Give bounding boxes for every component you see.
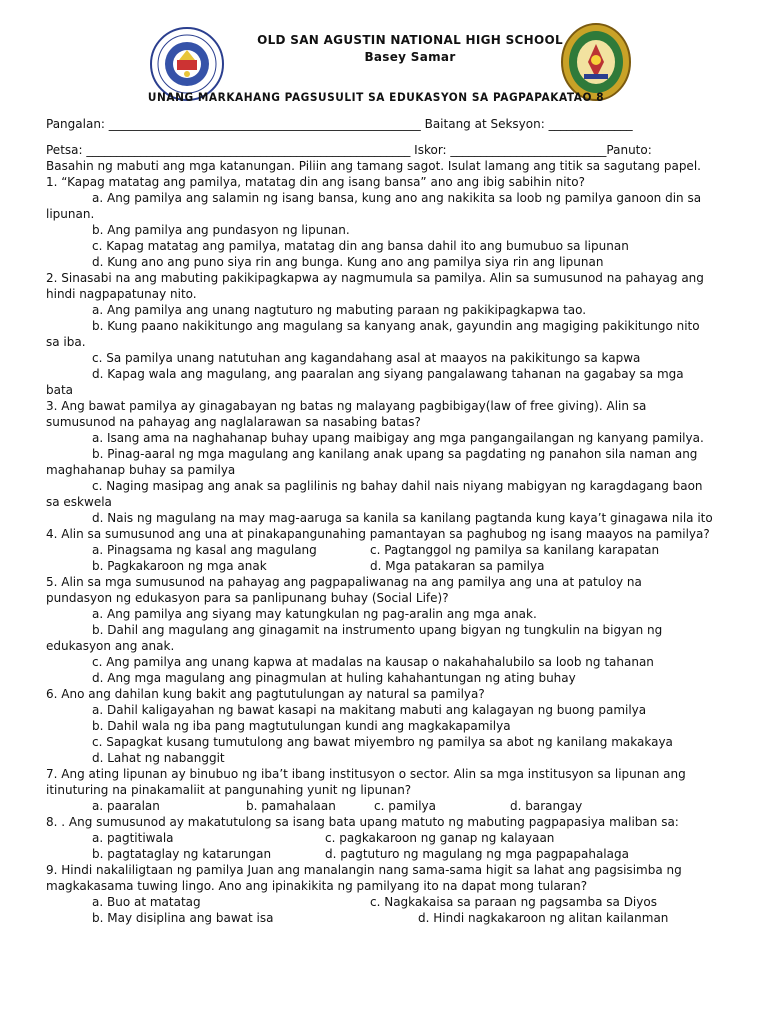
choice-3c-cont: sa eskwela [46,495,112,509]
choice-5b-cont: edukasyon ang anak. [46,639,175,653]
choice-4d: d. Mga patakaran sa pamilya [370,559,545,573]
choice-1c: c. Kapag matatag ang pamilya, matatag din ang bansa dahil ito ang bumubuo sa lipunan [92,239,629,253]
choice-1a: a. Ang pamilya ang salamin ng isang bansa, kung ano ang nakikita sa loob ng pamilya ganoon din sa [92,191,702,205]
choice-2d-cont: bata [46,383,74,397]
choice-8c: c. pagkakaroon ng ganap ng kalayaan [325,831,555,845]
choice-2b-cont: sa iba. [46,335,86,349]
choice-3b-cont: maghahanap buhay sa pamilya [46,463,236,477]
question-3: 3. Ang bawat pamilya ay ginagabayan ng batas ng malayang pagbibigay(law of free giving). Alin sa [46,399,647,413]
school-name: OLD SAN AGUSTIN NATIONAL HIGH SCHOOL [257,33,563,47]
choice-4c: c. Pagtanggol ng pamilya sa kanilang karapatan [370,543,660,557]
question-2-cont: hindi nagpapatunay nito. [46,287,197,301]
choice-1b: b. Ang pamilya ang pundasyon ng lipunan. [92,223,350,237]
choice-1a-cont: lipunan. [46,207,95,221]
choice-9c: c. Nagkakaisa sa paraan ng pagsamba sa Diyos [370,895,657,909]
choice-5d: d. Ang mga magulang ang pinagmulan at huling kahahantungan ng ating buhay [92,671,576,685]
name-section-line: Pangalan: ____________________________________________________ Baitang at Seksyon: ______________ [46,117,633,131]
question-1: 1. “Kapag matatag ang pamilya, matatag din ang isang bansa” ano ang ibig sabihin nito? [46,175,585,189]
exam-title: UNANG MARKAHANG PAGSUSULIT SA EDUKASYON SA PAGPAPAKATAO 8 [147,90,605,104]
instructions: Basahin ng mabuti ang mga katanungan. Piliin ang tamang sagot. Isulat lamang ang titik sa sagutang papel. [46,159,701,173]
question-8: 8. . Ang sumusunod ay makatutulong sa isang bata upang matuto ng mabuting pagpapasiya maliban sa: [46,815,679,829]
choice-2c: c. Sa pamilya unang natutuhan ang kagandahang asal at maayos na pakikitungo sa kapwa [92,351,641,365]
question-9-cont: magkakasama tuwing lingo. Ano ang ipinakikita ng pamilyang ito na dapat mong tularan? [46,879,588,893]
question-9: 9. Hindi nakaliligtaan ng pamilya Juan ang manalangin nang sama-sama higit sa lahat ang pagsisimba ng [46,863,682,877]
choice-1d: d. Kung ano ang puno siya rin ang bunga. Kung ano ang pamilya siya rin ang lipunan [92,255,604,269]
choice-2b: b. Kung paano nakikitungo ang magulang sa kanyang anak, gayundin ang magiging pakikitungo nito [92,319,700,333]
school-location: Basey Samar [364,50,456,64]
choice-7c: c. pamilya [374,799,437,813]
choice-2a: a. Ang pamilya ang unang nagtuturo ng mabuting paraan ng pakikipagkapwa tao. [92,303,587,317]
choice-5b: b. Dahil ang magulang ang ginagamit na instrumento upang bigyan ng tungkulin na bigyan ng [92,623,663,637]
question-2: 2. Sinasabi na ang mabuting pakikipagkapwa ay nagmumula sa pamilya. Alin sa sumusunod na pahayag ang [46,271,704,285]
choice-7d: d. barangay [510,799,583,813]
question-7-cont: itinuturing na pinakamaliit at pangunahing yunit ng lipunan? [46,783,412,797]
question-5-cont: pundasyon ng edukasyon para sa panlipunang buhay (Social Life)? [46,591,449,605]
choice-2d: d. Kapag wala ang magulang, ang paaralan ang siyang pangalawang tahanan na gagabay sa mga [92,367,684,381]
question-7: 7. Ang ating lipunan ay binubuo ng iba’t ibang institusyon o sector. Alin sa mga institusyon sa lipunan ang [46,767,686,781]
question-5: 5. Alin sa mga sumusunod na pahayag ang pagpapaliwanag na ang pamilya ang una at patuloy na [46,575,642,589]
question-6: 6. Ano ang dahilan kung bakit ang pagtutulungan ay natural sa pamilya? [46,687,485,701]
choice-7a: a. paaralan [92,799,160,813]
choice-6a: a. Dahil kaligayahan ng bawat kasapi na makitang mabuti ang kalagayan ng buong pamilya [92,703,647,717]
choice-3a: a. Isang ama na naghahanap buhay upang maibigay ang mga pangangailangan ng kanyang pamilya. [92,431,704,445]
choice-9a: a. Buo at matatag [92,895,201,909]
choice-3c: c. Naging masipag ang anak sa paglilinis ng bahay dahil nais niyang mabigyan ng karagdagang baon [92,479,703,493]
choice-8a: a. pagtitiwala [92,831,174,845]
choice-8d: d. pagtuturo ng magulang ng mga pagpapahalaga [325,847,629,861]
choice-5c: c. Ang pamilya ang unang kapwa at madalas na kausap o nakahahalubilo sa loob ng tahanan [92,655,654,669]
choice-9b: b. May disiplina ang bawat isa [92,911,274,925]
question-3-cont: sumusunod na pahayag ang naglalarawan sa nasabing batas? [46,415,421,429]
choice-7b: b. pamahalaan [246,799,336,813]
choice-8b: b. pagtataglay ng katarungan [92,847,272,861]
date-score-line: Petsa: ______________________________________________________ Iskor: __________________________Panuto: [46,143,652,157]
choice-9d: d. Hindi nagkakaroon ng alitan kailanman [418,911,669,925]
choice-6d: d. Lahat ng nabanggit [92,751,225,765]
choice-3b: b. Pinag-aaral ng mga magulang ang kanilang anak upang sa pagdating ng panahon sila naman ang [92,447,698,461]
choice-4a: a. Pinagsama ng kasal ang magulang [92,543,317,557]
choice-5a: a. Ang pamilya ang siyang may katungkulan ng pag-aralin ang mga anak. [92,607,537,621]
choice-6b: b. Dahil wala ng iba pang magtutulungan kundi ang magkakapamilya [92,719,511,733]
choice-3d: d. Nais ng magulang na may mag-aaruga sa kanila sa kanilang pagtanda kung kaya’t ginagawa nila ito [92,511,713,525]
choice-4b: b. Pagkakaroon ng mga anak [92,559,267,573]
choice-6c: c. Sapagkat kusang tumutulong ang bawat miyembro ng pamilya sa abot ng kanilang makakaya [92,735,673,749]
question-4: 4. Alin sa sumusunod ang una at pinakapangunahing pamantayan sa paghubog ng isang maayos na pamilya? [46,527,710,541]
